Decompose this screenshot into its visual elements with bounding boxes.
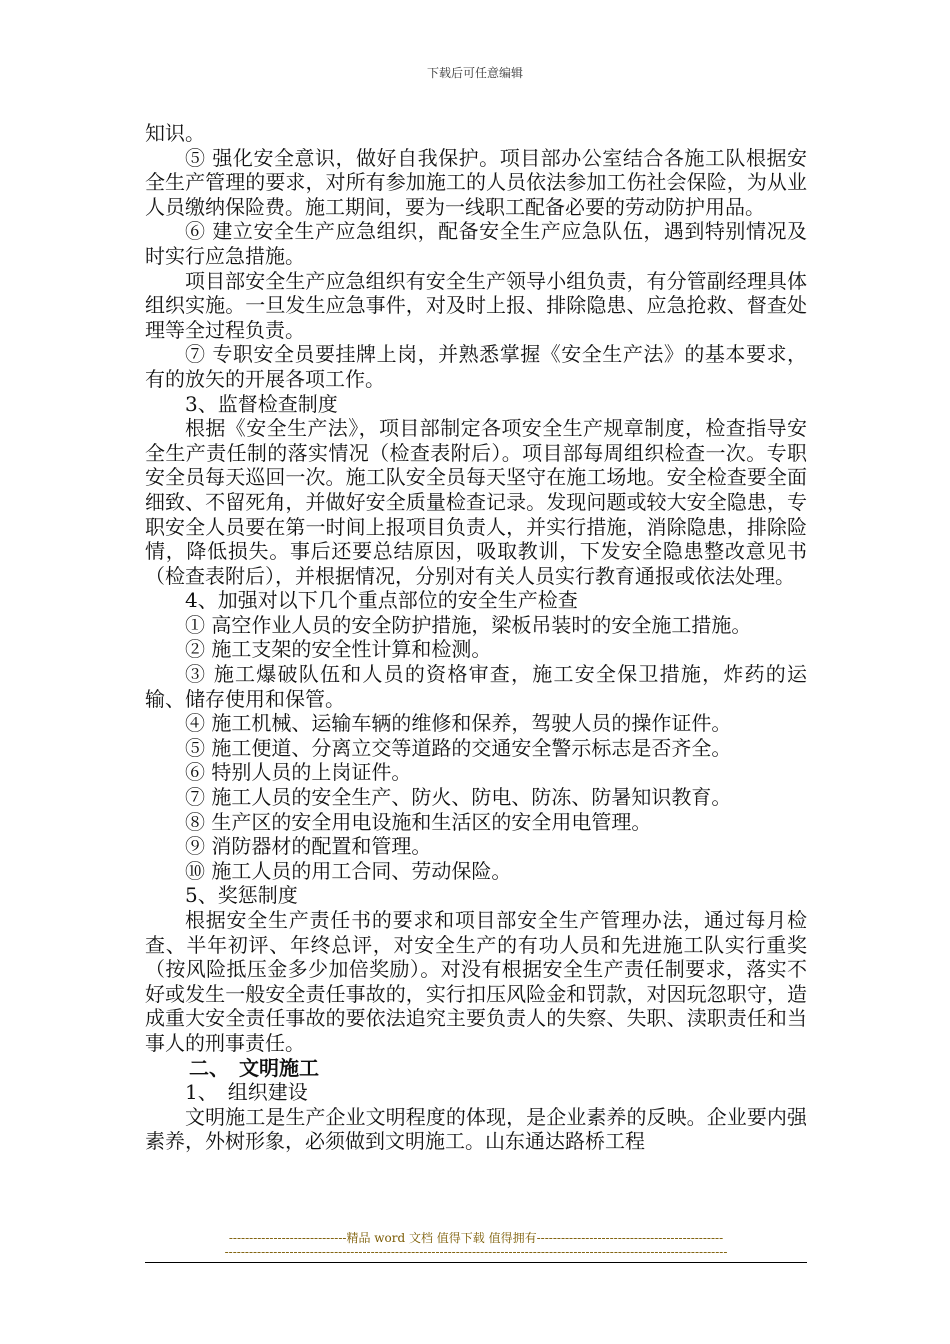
list-item: ⑧ 生产区的安全用电设施和生活区的安全用电管理。 [185,809,652,834]
list-item: ⑦ 施工人员的安全生产、防火、防电、防冻、防暑知识教育。 [185,785,732,810]
section-title: 4、加强对以下几个重点部位的安全生产检查 [185,588,578,613]
list-item: ③ 施工爆破队伍和人员的资格审查，施工安全保卫措施，炸药的运输、储存使用和保管。 [145,662,807,711]
footer-rule [145,1262,807,1263]
paragraph: 根据《安全生产法》，项目部制定各项安全生产规章制度，检查指导安全生产责任制的落实情况（检查表附后）。项目部每周组织检查一次。专职安全员每天巡回一次。施工队安全员每天坚守在施工场地。安全检查要全面细致、不留死角，并做好安全质量检查记录。发现问题或较大安全隐患，专职安全人员要在第一时间上报项目负责人，并实行措施，消除隐患，排除险情，降低损失。事后还要总结原因，吸取教训，下发安全隐患整改意见书（检查表附后），并根据情况，分别对有关人员实行教育通报或依法处理。 [145,416,807,588]
list-item: ② 施工支架的安全性计算和检测。 [185,637,492,662]
footer-banner: -----------------------------精品 word 文档 值得下载 值得拥有---------------------------------------------- [228,1231,724,1245]
paragraph: 项目部安全生产应急组织有安全生产领导小组负责，有分管副经理具体组织实施。一旦发生应急事件，对及时上报、排除隐患、应急抢救、督查处理等全过程负责。 [145,268,807,342]
paragraph: 知识。 [145,121,205,145]
subsection-heading: 1、 组织建设 [185,1080,308,1105]
paragraph: ⑦ 专职安全员要挂牌上岗，并熟悉掌握《安全生产法》的基本要求，有的放矢的开展各项工作。 [145,342,807,391]
chapter-heading: 二、 文明施工 [189,1055,319,1080]
section-title: 5、奖惩制度 [185,883,298,908]
list-item: ⑤ 施工便道、分离立交等道路的交通安全警示标志是否齐全。 [185,735,732,760]
page-header: 下载后可任意编辑 [426,66,523,80]
document-body [145,121,807,1154]
paragraph: ⑥ 建立安全生产应急组织，配备安全生产应急队伍，遇到特别情况及时实行应急措施。 [145,219,807,268]
paragraph: 文明施工是生产企业文明程度的体现，是企业素养的反映。企业要内强素养，外树形象，必须做到文明施工。山东通达路桥工程 [145,1104,807,1154]
list-item: ⑩ 施工人员的用工合同、劳动保险。 [185,858,512,883]
list-item: ④ 施工机械、运输车辆的维修和保养，驾驶人员的操作证件。 [185,711,732,736]
list-item: ⑨ 消防器材的配置和管理。 [185,834,432,859]
list-item: ⑥ 特别人员的上岗证件。 [185,760,412,785]
paragraph: 根据安全生产责任书的要求和项目部安全生产管理办法，通过每月检查、半年初评、年终总评，对安全生产的有功人员和先进施工队实行重奖（按风险抵压金多少加倍奖励）。对没有根据安全生产责任制要求，落实不好或发生一般安全责任事故的，实行扣压风险金和罚款，对因玩忽职守，造成重大安全责任事故的要依法追究主要负责人的失察、失职、渎职责任和当事人的刑事责任。 [145,908,807,1055]
footer-dashes: ---------------------------------------------------------------------------------------------------------------------------- [224,1245,728,1259]
section-title: 3、监督检查制度 [185,391,338,416]
list-item: ① 高空作业人员的安全防护措施，梁板吊装时的安全施工措施。 [185,612,752,637]
paragraph: ⑤ 强化安全意识，做好自我保护。项目部办公室结合各施工队根据安全生产管理的要求，对所有参加施工的人员依法参加工伤社会保险，为从业人员缴纳保险费。施工期间，要为一线职工配备必要的劳动防护用品。 [145,145,807,219]
